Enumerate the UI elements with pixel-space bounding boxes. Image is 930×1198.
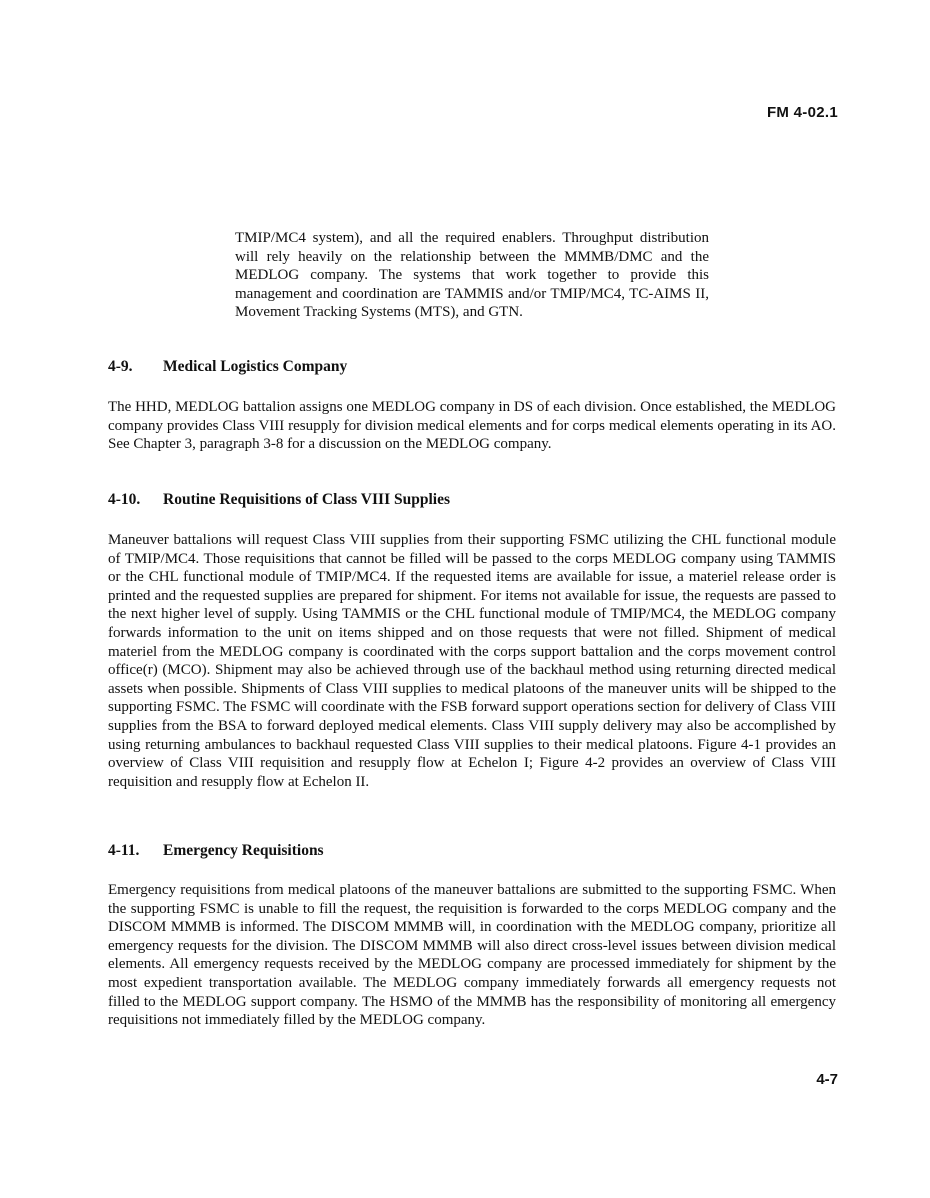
section-title: Medical Logistics Company	[163, 358, 348, 375]
section-heading-4-11	[108, 842, 838, 860]
section-heading-4-10	[108, 491, 838, 509]
document-header-title: FM 4-02.1	[766, 104, 838, 121]
continuation-paragraph: TMIP/MC4 system), and all the required enablers. Throughput distribution will rely heavily on the relationship between the MMMB/DMC and the MEDLOG company. The systems that work together to provide this management and coordination are TAMMIS and/or TMIP/MC4, TC-AIMS II, Movement Tracking Systems (MTS), and GTN.	[235, 230, 709, 321]
section-heading-4-9	[108, 358, 838, 376]
page-number: 4-7	[816, 1071, 838, 1088]
section-body-4-10: Maneuver battalions will request Class VIII supplies from their supporting FSMC utilizing the CHL functional module of TMIP/MC4. Those requisitions that cannot be filled will be passed to the corps MEDLOG company using TAMMIS or the CHL functional module of TMIP/MC4. If the requested items are available for issue, a materiel release order is printed and the requested supplies are prepared for shipment. For items not available for issue, the requests are passed to the next higher level of supply. Using TAMMIS or the CHL functional module of TMIP/MC4, the MEDLOG company forwards information to the unit on items shipped and on those requests that were not filled. Shipment of medical materiel from the MEDLOG company is coordinated with the corps support battalion and the corps movement control office(r) (MCO). Shipment may also be achieved through use of the backhaul method using returning directed medical assets when possible. Shipments of Class VIII supplies to medical platoons of the maneuver units will be shipped to the supporting FSMC. The FSMC will coordinate with the FSB forward support operations section for delivery of Class VIII supplies from the BSA to forward deployed medical elements. Class VIII supply delivery may also be accomplished by using returning ambulances to backhaul requested Class VIII supplies to their medical platoons. Figure 4-1 provides an overview of Class VIII requisition and resupply flow at Echelon I; Figure 4-2 provides an overview of Class VIII requisition and resupply flow at Echelon II.	[108, 532, 836, 790]
section-title: Emergency Requisitions	[163, 842, 324, 859]
section-number: 4-9.	[108, 358, 133, 375]
section-number: 4-11.	[108, 842, 140, 859]
section-body-4-11: Emergency requisitions from medical platoons of the maneuver battalions are submitted to the supporting FSMC. When the supporting FSMC is unable to fill the request, the requisition is forwarded to the corps MEDLOG company and the DISCOM MMMB is informed. The DISCOM MMMB will, in coordination with the MEDLOG company, prioritize all emergency requests for the division. The DISCOM MMMB will also direct cross-level issues between division medical elements. All emergency requests received by the MEDLOG company are processed immediately for shipment by the most expedient transportation available. The MEDLOG company immediately forwards all emergency requests not filled to the MEDLOG support company. The HSMO of the MMMB has the responsibility of monitoring all emergency requisitions not immediately filled by the MEDLOG company.	[108, 882, 836, 1029]
section-number: 4-10.	[108, 491, 141, 508]
section-title: Routine Requisitions of Class VIII Supplies	[163, 491, 450, 508]
section-body-4-9: The HHD, MEDLOG battalion assigns one MEDLOG company in DS of each division. Once established, the MEDLOG company provides Class VIII resupply for division medical elements and for corps medical elements operating in its AO. See Chapter 3, paragraph 3-8 for a discussion on the MEDLOG company.	[108, 399, 836, 453]
